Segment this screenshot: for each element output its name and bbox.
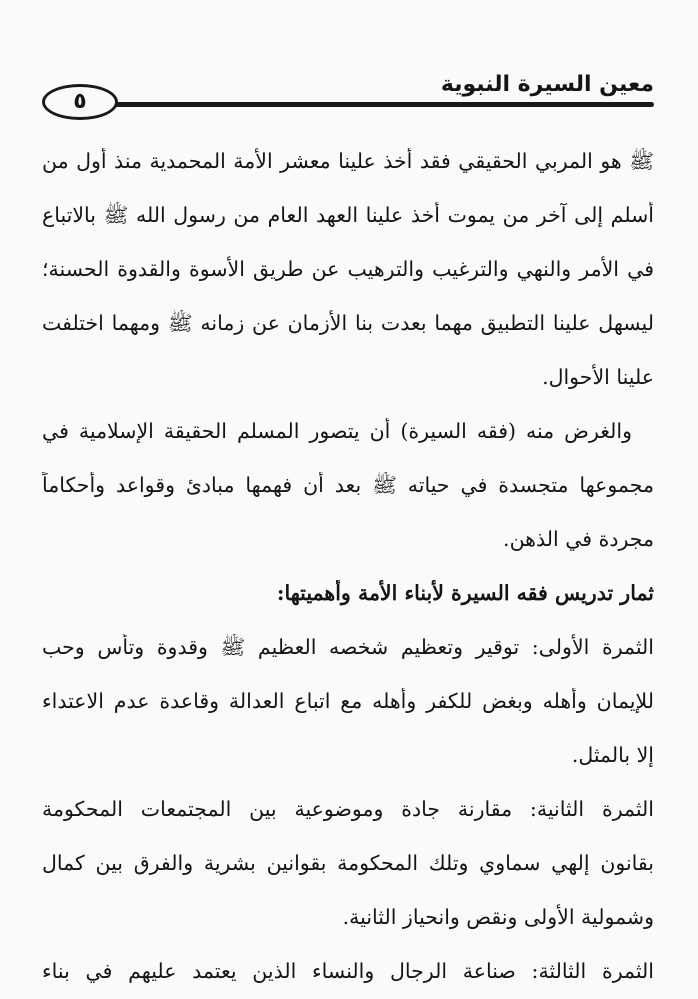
text-line: بقانون إلهي سماوي وتلك المحكومة بقوانين بشرية والفرق بين كمال xyxy=(42,851,654,875)
section-heading: ثمار تدريس فقه السيرة لأبناء الأمة وأهميتها: xyxy=(276,581,654,605)
book-title: معين السيرة النبوية xyxy=(440,72,654,97)
text-line: ليسهل علينا التطبيق مهما بعدت بنا الأزمان عن زمانه ﷺ ومهما اختلفت xyxy=(42,311,654,335)
page-number: ٥ xyxy=(73,89,87,114)
text-line: أسلم إلى آخر من يموت أخذ علينا العهد العام من رسول الله ﷺ بالاتباع xyxy=(42,203,654,227)
page-number-oval xyxy=(42,84,118,120)
text-body xyxy=(42,148,654,984)
page-header xyxy=(42,70,654,122)
text-line: مجموعها متجسدة في حياته ﷺ بعد أن فهمها مبادئ وقواعد وأحكاماً xyxy=(42,473,654,497)
text-line: الثمرة الثالثة: صناعة الرجال والنساء الذين يعتمد عليهم في بناء xyxy=(42,959,654,983)
text-line: الثمرة الأولى: توقير وتعظيم شخصه العظيم ﷺ وقدوة وتأسٍ وحب xyxy=(42,635,654,659)
text-line: والغرض منه (فقه السيرة) أن يتصور المسلم الحقيقة الإسلامية في xyxy=(42,419,632,443)
text-line: مجردة في الذهن. xyxy=(503,527,654,551)
text-line: في الأمر والنهي والترغيب والترهيب عن طريق الأسوة والقدوة الحسنة؛ xyxy=(42,257,654,281)
text-line: وشمولية الأولى ونقص وانحياز الثانية. xyxy=(342,905,654,929)
text-line: إلا بالمثل. xyxy=(571,743,654,767)
text-line: الثمرة الثانية: مقارنة جادة وموضوعية بين المجتمعات المحكومة xyxy=(42,797,654,821)
header-rule xyxy=(114,102,654,107)
text-line: ﷺ هو المربي الحقيقي فقد أخذ علينا معشر الأمة المحمدية منذ أول من xyxy=(42,149,654,173)
text-line: للإيمان وأهله وبغض للكفر وأهله مع اتباع العدالة وقاعدة عدم الاعتداء xyxy=(42,689,654,713)
text-line: علينا الأحوال. xyxy=(542,365,654,389)
